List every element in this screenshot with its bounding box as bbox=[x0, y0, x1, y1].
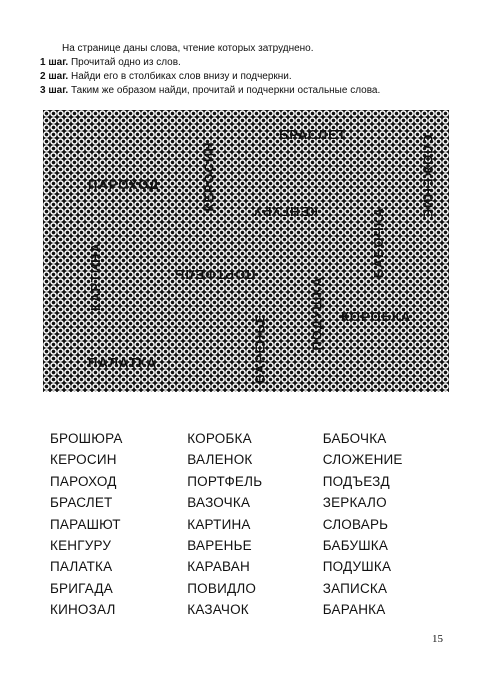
step-3-text: Таким же образом найди, прочитай и подчеркни остальные слова. bbox=[70, 85, 381, 96]
instruction-step-1 bbox=[40, 56, 460, 70]
word-list bbox=[50, 428, 460, 621]
list-item: ПОДЪЕЗД bbox=[322, 473, 390, 489]
list-item: ПОРТФЕЛЬ bbox=[187, 473, 263, 489]
list-item: ПАРОХОД bbox=[50, 473, 117, 489]
list-item: КАРТИНА bbox=[187, 516, 251, 532]
list-item: ПАЛАТКА bbox=[50, 559, 113, 575]
puzzle-word-braslet: БРАСЛЕТ bbox=[279, 127, 347, 142]
hidden-words-puzzle bbox=[43, 110, 449, 392]
list-item: БАБОЧКА bbox=[322, 431, 387, 446]
list-item: БАБУШКА bbox=[322, 537, 389, 553]
list-item: БРАСЛЕТ bbox=[50, 495, 113, 511]
puzzle-word-palatka: ПАЛАТКА bbox=[88, 355, 158, 370]
list-item: КАРАВАН bbox=[187, 559, 250, 575]
list-item: ПАРАШЮТ bbox=[50, 516, 121, 532]
puzzle-word-portfel: ПОРТФЕЛЬ bbox=[174, 267, 256, 282]
puzzle-word-kenguru: КЕНГУРУ bbox=[253, 204, 319, 219]
instruction-step-3 bbox=[40, 84, 460, 98]
list-item: КИНОЗАЛ bbox=[50, 602, 116, 618]
list-item: СЛОЖЕНИЕ bbox=[322, 452, 403, 468]
puzzle-word-kartina: КАРТИНА bbox=[87, 242, 103, 311]
step-3-label: 3 шаг. bbox=[40, 85, 69, 96]
puzzle-word-varene: ВАРЕНЬЕ bbox=[252, 313, 268, 384]
instruction-step-2 bbox=[40, 70, 460, 84]
step-1-label: 1 шаг. bbox=[40, 57, 69, 68]
step-2-text: Найди его в столбиках слов внизу и подчеркни. bbox=[70, 71, 292, 82]
list-item: ЗАПИСКА bbox=[322, 580, 388, 596]
puzzle-word-babochka: БАБОЧКА bbox=[371, 206, 387, 279]
word-column-2 bbox=[187, 428, 322, 621]
list-item: КОРОБКА bbox=[187, 431, 252, 446]
instructions-intro: На странице даны слова, чтение которых затруднено. bbox=[62, 43, 314, 54]
list-item: КЕНГУРУ bbox=[50, 537, 112, 553]
list-item: ВАЗОЧКА bbox=[187, 495, 251, 511]
puzzle-word-slozhenie: СЛОЖЕНИЕ bbox=[420, 134, 436, 219]
list-item: БРОШЮРА bbox=[50, 431, 123, 446]
list-item: БРИГАДА bbox=[50, 580, 113, 596]
word-column-3 bbox=[323, 428, 460, 621]
list-item: ПОДУШКА bbox=[322, 559, 392, 575]
word-column-1 bbox=[50, 428, 187, 621]
step-2-label: 2 шаг. bbox=[40, 71, 69, 82]
list-item: ЗЕРКАЛО bbox=[322, 495, 387, 511]
puzzle-word-kerosin: КЕРОСИН bbox=[201, 141, 217, 212]
list-item: ПОВИДЛО bbox=[187, 580, 257, 596]
list-item: КЕРОСИН bbox=[50, 452, 117, 468]
puzzle-word-podushka: ПОДУШКА bbox=[309, 276, 325, 351]
list-item: КАЗАЧОК bbox=[187, 602, 249, 618]
list-item: ВАРЕНЬЕ bbox=[187, 537, 252, 553]
puzzle-word-korobka: КОРОБКА bbox=[341, 309, 412, 324]
list-item: ВАЛЕНОК bbox=[187, 452, 253, 468]
list-item: СЛОВАРЬ bbox=[322, 516, 389, 532]
page-number: 15 bbox=[432, 633, 443, 645]
instructions bbox=[40, 42, 460, 98]
step-1-text: Прочитай одно из слов. bbox=[70, 57, 181, 68]
puzzle-word-parokhod: ПАРОХОД bbox=[88, 177, 160, 192]
list-item: БАРАНКА bbox=[322, 602, 386, 618]
